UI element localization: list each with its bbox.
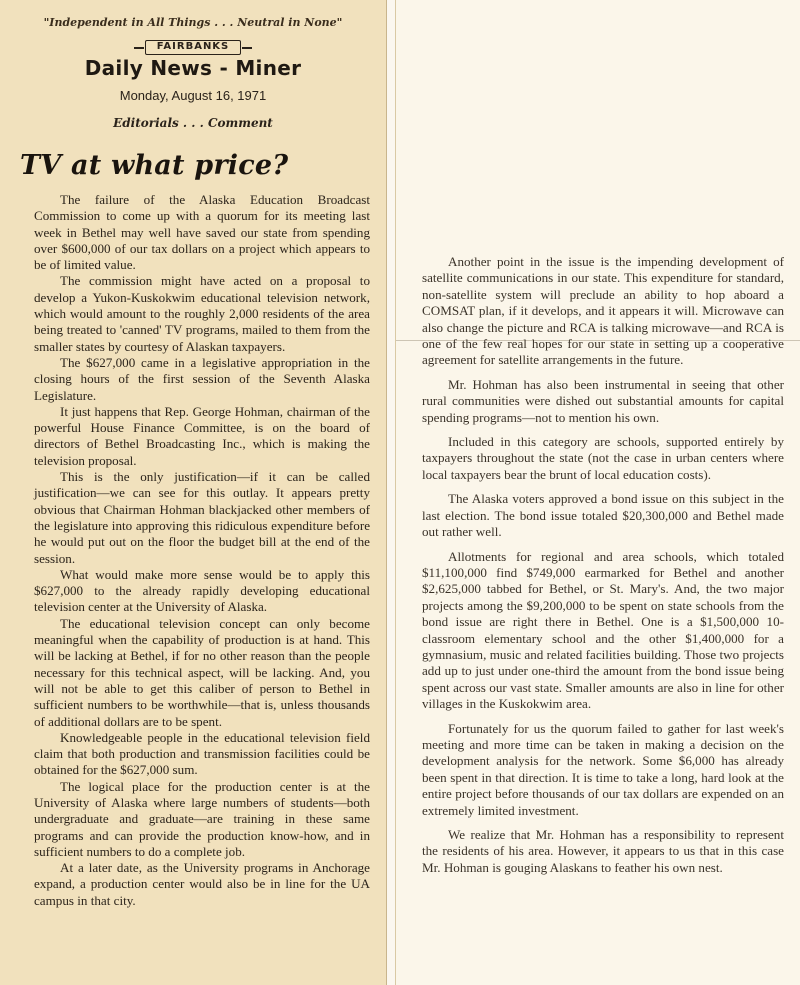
- page-divider: [386, 0, 396, 985]
- newspaper-masthead: Daily News - Miner: [84, 56, 302, 80]
- paragraph: Knowledgeable people in the educational television field claim that both production and transmission facilities could be obtained for the $627,000 sum.: [34, 729, 370, 778]
- paragraph: What would make more sense would be to apply this $627,000 to the already rapidly developing educational television center at the University of Alaska.: [34, 566, 370, 615]
- paragraph: The logical place for the production center is at the University of Alaska where large numbers of students—both undergraduate and graduate—are training in these same programs and can provide the production know-how, and in sufficient numbers to do a complete job.: [34, 778, 370, 859]
- paragraph: Mr. Hohman has also been instrumental in seeing that other rural communities were dished out substantial amounts for capital spending programs—not to mention his own.: [422, 376, 784, 425]
- masthead-city-tag: FAIRBANKS: [145, 40, 241, 55]
- right-clipping: [396, 0, 800, 985]
- paragraph: The $627,000 came in a legislative appropriation in the closing hours of the first session of the Seventh Alaska Legislature.: [34, 354, 370, 403]
- paragraph: This is the only justification—if it can be called justification—we can see for this outlay. It appears pretty obvious that Chairman Hohman blackjacked other members of the legislature into approving this ridiculous expenditure before he would put out on the floor the budget bill at the end of the session.: [34, 469, 370, 566]
- paragraph: The Alaska voters approved a bond issue on this subject in the last election. The bond issue totaled $20,300,000 and Bethel made out rather well.: [422, 491, 784, 540]
- paragraph: Allotments for regional and area schools, which totaled $11,100,000 find $749,000 earmarked for Bethel and another $2,625,000 tabbed for Bethel, or St. Mary's. And, the two major projects among the $9,200,000 to be spent on state schools from the bond issue are right there in Bethel. One is a $1,500,000 10-classroom elementary school and the other $1,400,000 for a gymnasium, music and related facilities building. Those two projects add up to just under one-third the amount from the bond issue being spent across our vast state. Smaller amounts are also in line for other villages in the Kuskokwim area.: [422, 548, 784, 712]
- newspaper-motto: "Independent in All Things . . . Neutral in None": [43, 16, 343, 29]
- article-body-right: [422, 254, 784, 884]
- left-clipping: [0, 0, 386, 985]
- article-body-left: [34, 192, 370, 909]
- paragraph: It just happens that Rep. George Hohman, chairman of the powerful House Finance Committee, is on the board of directors of Bethel Broadcasting Inc., which is making the television proposal.: [34, 403, 370, 468]
- article-headline: TV at what price?: [20, 150, 289, 181]
- paragraph: We realize that Mr. Hohman has a responsibility to represent the residents of his area. However, it appears to us that in this case Mr. Hohman is gouging Alaskans to feather his own nest.: [422, 827, 784, 875]
- paragraph: The educational television concept can only become meaningful when the capability of production is at hand. This will be lacking at Bethel, if for no other reason than the people necessary for this technical aspect, will be lacking. And, you will not be able to get this caliber of person to Bethel in sufficient numbers to be worthwhile—that is, unless thousands of additional dollars are to be spent.: [34, 615, 370, 729]
- paragraph: Fortunately for us the quorum failed to gather for last week's meeting and more time can be taken in making a decision on the development analysis for the network. Some $6,000 has already been spent in that direction. It is time to take a long, hard look at the entire project before thousands of our tax dollars are expended on an extremely limited investment.: [422, 720, 784, 818]
- section-label: Editorials . . . Comment: [113, 116, 273, 130]
- paragraph: The failure of the Alaska Education Broadcast Commission to come up with a quorum for its meeting last week in Bethel may well have saved our state from spending over $600,000 of our tax dollars on a project which appears to be of limited value.: [34, 192, 370, 273]
- paragraph: Included in this category are schools, supported entirely by taxpayers throughout the state (not the case in urban centers where local taxpayers bear the brunt of local education costs).: [422, 434, 784, 482]
- paragraph: The commission might have acted on a proposal to develop a Yukon-Kuskokwim educational television network, which would amount to the roughly 2,000 residents of the area being treated to 'canned' TV programs, mailed to them from the smaller states by courtesy of Alaskan taxpayers.: [34, 273, 370, 354]
- paragraph: At a later date, as the University programs in Anchorage expand, a production center would also be in line for the UA campus in that city.: [34, 860, 370, 908]
- publication-date: Monday, August 16, 1971: [119, 88, 267, 103]
- paragraph: Another point in the issue is the impending development of satellite communications in our state. This expenditure for standard, non-satellite system will preclude an ability to hop aboard a COMSAT plan, if it develops, and it appears it will. Microwave can also change the picture and RCA is talking microwave—and RCA is one of the few real hopes for our state in setting up a cooperative agreement for satellite arrangements in the future.: [422, 254, 784, 368]
